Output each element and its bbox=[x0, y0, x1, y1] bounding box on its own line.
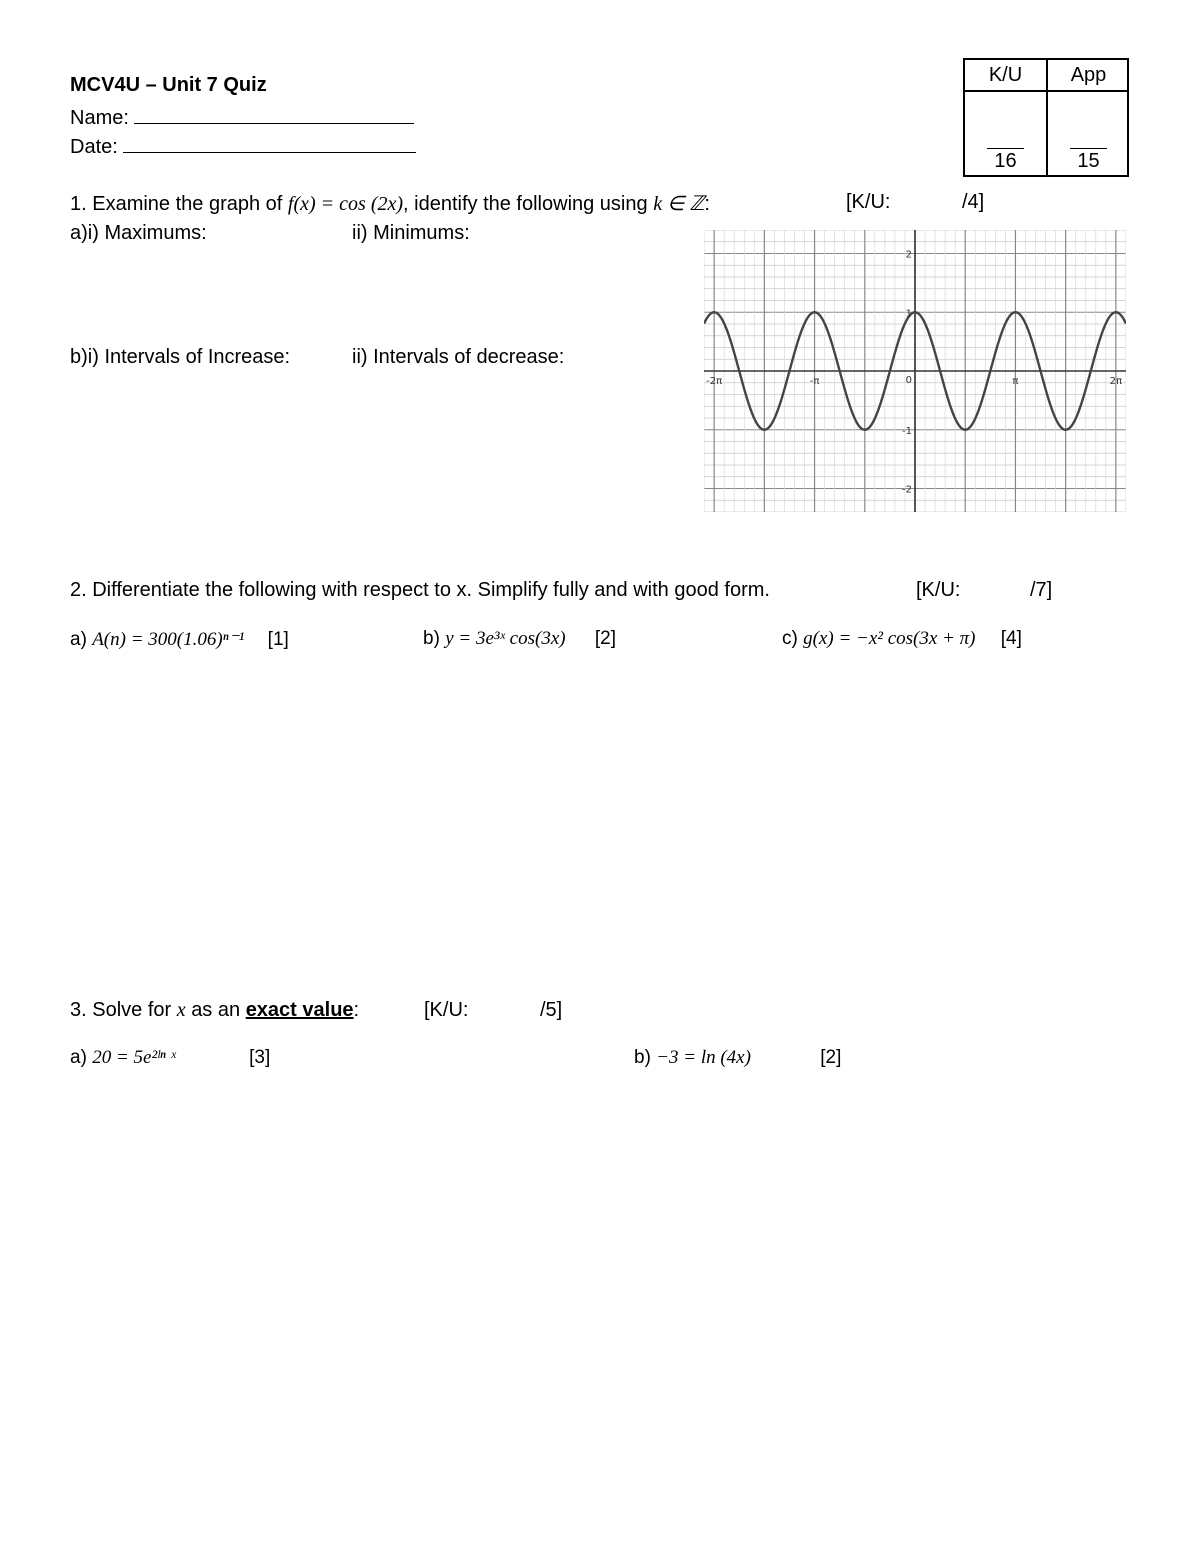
part-marks: [2] bbox=[594, 628, 617, 649]
q3-variable: x bbox=[176, 999, 186, 1021]
part-marks: [3] bbox=[249, 1047, 271, 1068]
marks-header: App bbox=[1048, 60, 1129, 92]
y-tick-label: -1 bbox=[902, 425, 912, 437]
score-line bbox=[987, 148, 1024, 149]
q1-mark-close: /4] bbox=[962, 191, 985, 213]
q3-part-a bbox=[70, 1047, 270, 1069]
q1-prefix: 1. Examine the graph of bbox=[70, 193, 283, 215]
q1-increase-label: b)i) Intervals of Increase: bbox=[70, 346, 291, 368]
date-label: Date: bbox=[70, 136, 118, 158]
q1-middle: , identify the following using bbox=[403, 193, 648, 215]
part-label: b) bbox=[423, 628, 440, 649]
part-expression: −3 = ln (4x) bbox=[656, 1047, 751, 1068]
part-label: b) bbox=[634, 1047, 651, 1068]
part-expression: A(n) = 300(1.06)ⁿ⁻¹ bbox=[92, 629, 245, 650]
part-expression: g(x) = −x² cos(3x + π) bbox=[803, 628, 976, 649]
q3-colon: : bbox=[353, 999, 360, 1021]
y-tick-label: 1 bbox=[905, 308, 912, 320]
q1-colon: : bbox=[704, 193, 710, 215]
name-label: Name: bbox=[70, 107, 129, 129]
part-expression: y = 3e³ˣ cos(3x) bbox=[445, 628, 566, 649]
q1-decrease-label: ii) Intervals of decrease: bbox=[352, 346, 565, 368]
q1-minimums-label: ii) Minimums: bbox=[352, 222, 470, 244]
q2-part-c bbox=[782, 628, 1022, 650]
marks-table bbox=[963, 58, 1129, 177]
part-marks: [4] bbox=[1000, 628, 1022, 649]
q3-prompt bbox=[70, 999, 359, 1022]
y-tick-label: -2 bbox=[902, 484, 912, 496]
q3-part-b bbox=[634, 1047, 841, 1069]
name-blank[interactable] bbox=[134, 103, 414, 124]
q1-mark-open: [K/U: bbox=[846, 191, 891, 213]
part-marks: [1] bbox=[267, 629, 289, 650]
name-field[interactable] bbox=[70, 103, 414, 130]
marks-column-ku bbox=[965, 60, 1046, 175]
y-tick-label: 0 bbox=[905, 375, 912, 386]
part-expression: 20 = 5e²ˡⁿ ˣ bbox=[92, 1047, 176, 1068]
q3-mark-close: /5] bbox=[540, 999, 563, 1021]
quiz-title: MCV4U – Unit 7 Quiz bbox=[70, 74, 267, 96]
x-tick-label: -π bbox=[809, 376, 820, 387]
date-field[interactable] bbox=[70, 132, 416, 159]
date-blank[interactable] bbox=[123, 132, 416, 153]
part-label: c) bbox=[782, 628, 798, 649]
q1-prompt bbox=[70, 191, 710, 216]
q1-maximums-label: a)i) Maximums: bbox=[70, 222, 207, 244]
q1-k-condition: k ∈ ℤ bbox=[653, 193, 705, 215]
q2-part-a bbox=[70, 628, 289, 651]
q3-emphasis: exact value bbox=[245, 999, 354, 1021]
marks-total: 16 bbox=[994, 150, 1017, 172]
q2-mark-close: /7] bbox=[1030, 579, 1053, 601]
x-tick-label: π bbox=[1012, 376, 1019, 387]
q2-mark-open: [K/U: bbox=[916, 579, 961, 601]
q3-mark-open: [K/U: bbox=[424, 999, 469, 1021]
q3-middle: as an bbox=[191, 999, 241, 1021]
x-tick-label: -2π bbox=[706, 376, 723, 387]
cosine-graph bbox=[704, 230, 1126, 512]
x-tick-label: 2π bbox=[1109, 376, 1123, 387]
part-marks: [2] bbox=[820, 1047, 842, 1068]
marks-header: K/U bbox=[965, 60, 1046, 92]
q1-function: f(x) = cos (2x) bbox=[287, 193, 404, 215]
part-label: a) bbox=[70, 629, 87, 650]
marks-column-app bbox=[1046, 60, 1129, 175]
q3-prefix: 3. Solve for bbox=[70, 999, 172, 1021]
q2-prompt: 2. Differentiate the following with respect to x. Simplify fully and with good form. bbox=[70, 579, 770, 601]
marks-total: 15 bbox=[1077, 150, 1100, 172]
q2-part-b bbox=[423, 628, 616, 650]
y-tick-label: 2 bbox=[905, 249, 912, 261]
score-line bbox=[1070, 148, 1107, 149]
part-label: a) bbox=[70, 1047, 87, 1068]
